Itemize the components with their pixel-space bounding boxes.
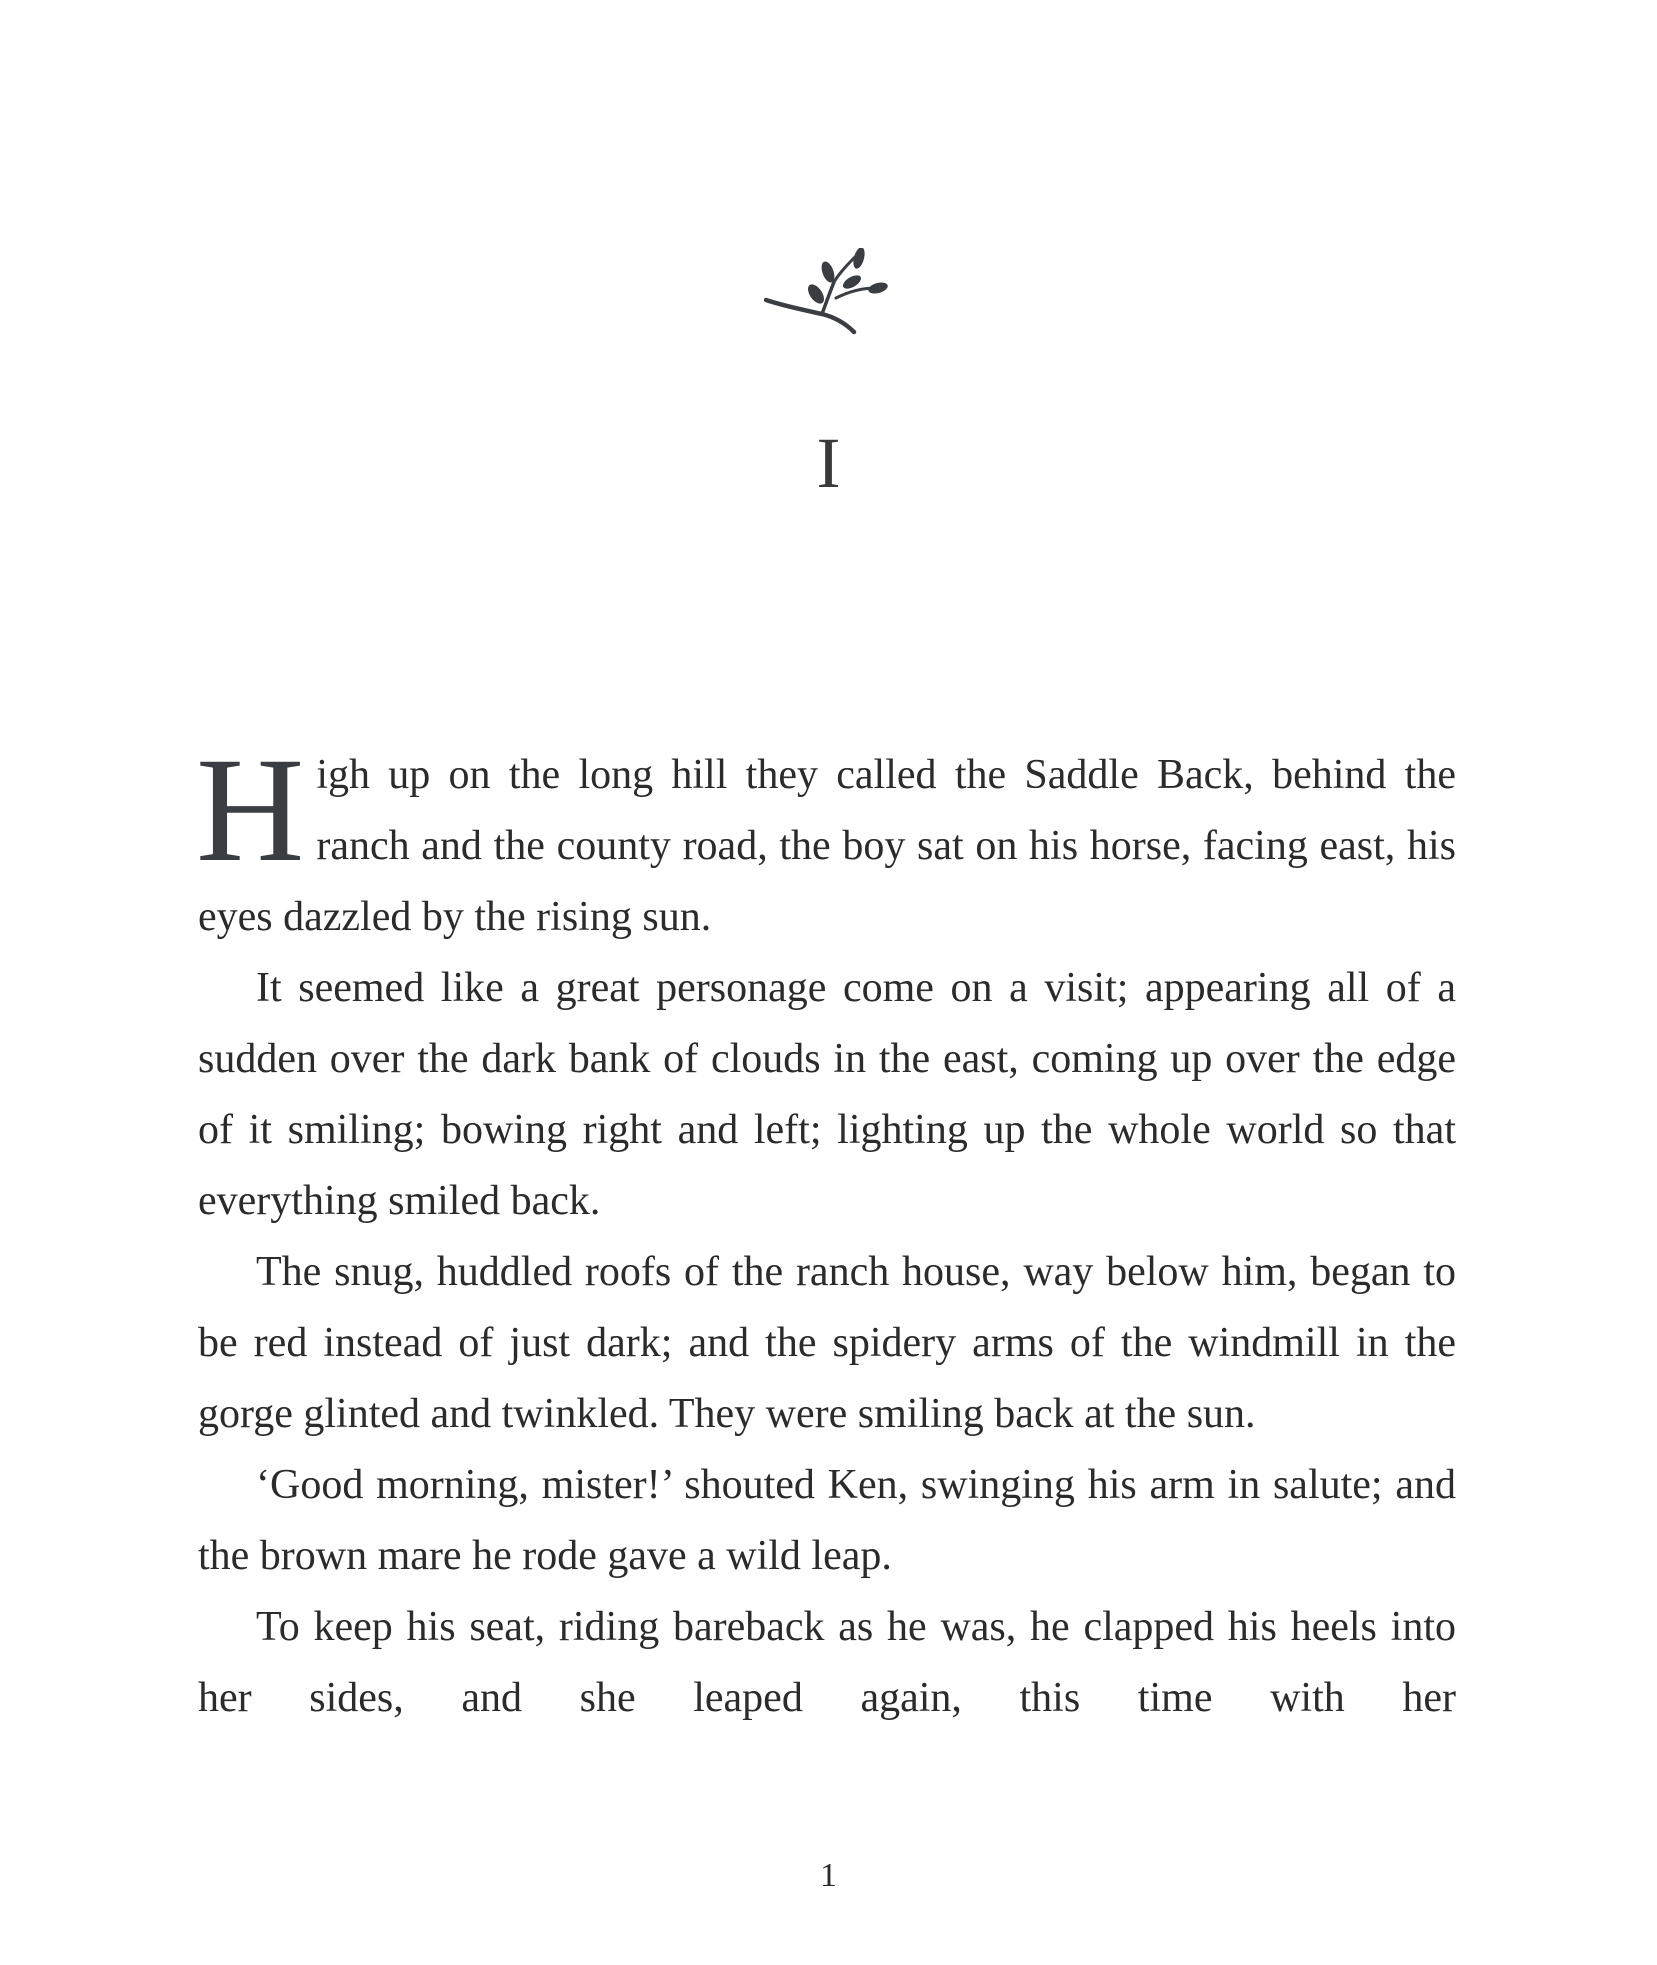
paragraph-5 (198, 1592, 1456, 1734)
drop-cap: H (196, 727, 305, 893)
leaf-sprig-icon (764, 248, 892, 342)
page-number: 1 (820, 1857, 837, 1894)
chapter-body (196, 727, 1456, 1734)
chapter-number: I (816, 423, 841, 503)
paragraph-4 (198, 1450, 1456, 1592)
paragraph-text: The snug, huddled roofs of the ranch house, way below him, began to be red instead of just dark; and the spidery arms of the windmill in the gorge glinted and twinkled. They were smiling back at the sun. (198, 1249, 1456, 1437)
paragraph-text: It seemed like a great personage come on a visit; appearing all of a sudden over the dark bank of clouds in the east, coming up over the edge of it smiling; bowing right and left; lighting up the whole world so that everything smiled back. (198, 965, 1456, 1224)
paragraph-2 (198, 953, 1456, 1237)
paragraph-text: To keep his seat, riding bareback as he was, he clapped his heels into her sides, and she leaped again, this time with her (198, 1604, 1456, 1721)
paragraph-3 (198, 1237, 1456, 1450)
paragraph-text: igh up on the long hill they called the Saddle Back, behind the ranch and the county road, the boy sat on his horse, facing east, his eyes dazzled by the rising sun. (198, 752, 1456, 940)
paragraph-1 (196, 727, 1456, 953)
paragraph-text: ‘Good morning, mister!’ shouted Ken, swinging his arm in salute; and the brown mare he rode gave a wild leap. (198, 1462, 1456, 1579)
